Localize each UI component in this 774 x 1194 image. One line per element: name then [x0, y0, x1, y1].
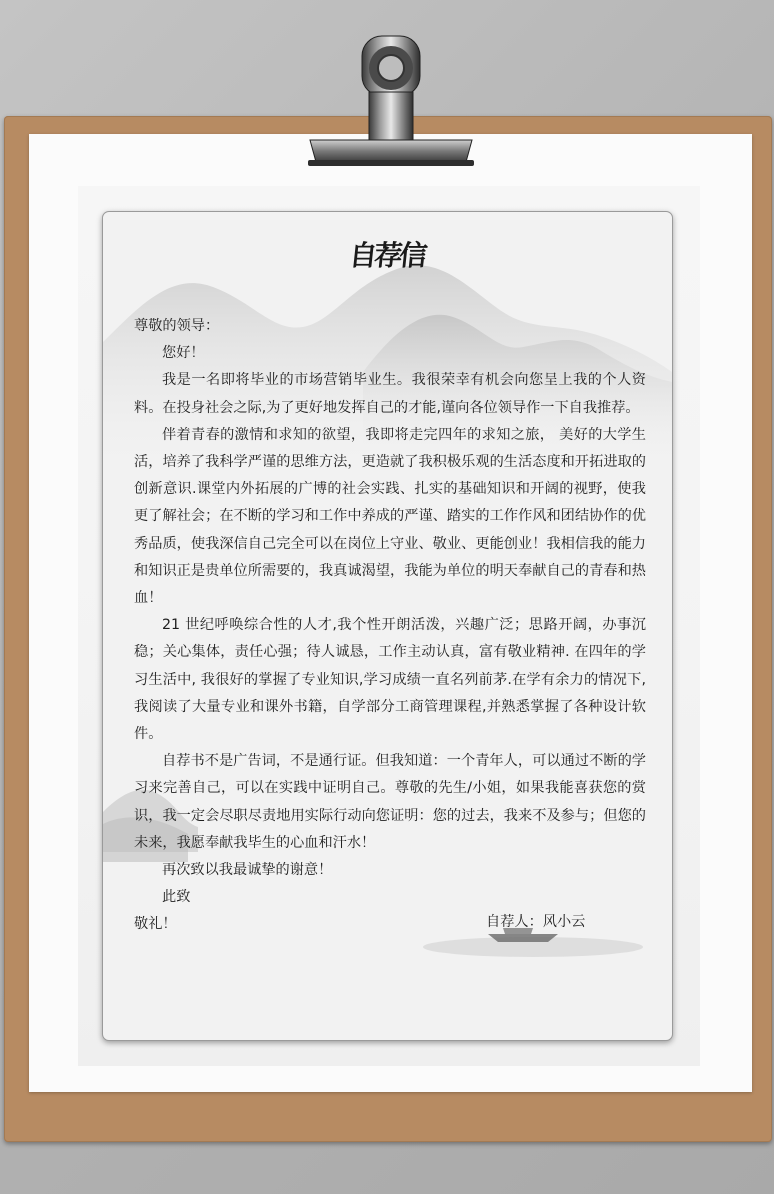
paragraph-cizhi: 此致 [162, 889, 191, 906]
paragraph-commitment: 自荐书不是广告词，不是通行证。但我知道：一个青年人，可以通过不断的学习来完善自己，可以在实践中证明自己。尊敬的先生/小姐，如果我能喜获您的赏识，我一定会尽职尽责地用实际行动向您证明：您的过去，我来不及参与；但您的未来，我愿奉献我毕生的心血和汗水！ [134, 753, 646, 851]
paragraph-education: 伴着青春的激情和求知的欲望，我即将走完四年的求知之旅， 美好的大学生活，培养了我科学严谨的思维方法，更造就了我积极乐观的生活态度和开拓进取的创新意识.课堂内外拓展的广博的社会实践、扎实的基础知识和开阔的视野，使我更了解社会；在不断的学习和工作中养成的严谨、踏实的工作作风和团结协作的优秀品质，使我深信自己完全可以在岗位上守业、敬业、更能创业！我相信我的能力和知识正是贵单位所需要的，我真诚渴望，我能为单位的明天奉献自己的青春和热血！ [134, 426, 646, 607]
binder-clip [306, 30, 476, 175]
letter-body [134, 313, 646, 939]
closing: 敬礼！ [134, 916, 177, 933]
paragraph-thanks: 再次致以我最诚挚的谢意！ [162, 862, 333, 879]
greeting: 您好！ [162, 345, 205, 362]
paragraph-personality: 21 世纪呼唤综合性的人才,我个性开朗活泼，兴趣广泛；思路开阔，办事沉稳；关心集体，责任心强；待人诚恳，工作主动认真，富有敬业精神. 在四年的学习生活中, 我很好的掌握了专业知识,学习成绩一直名列前茅.在学有余力的情况下,我阅读了大量专业和课外书籍，自学部分工商管理课程,并熟悉掌握了各种设计软件。 [134, 617, 646, 743]
signature [486, 909, 666, 936]
salutation: 尊敬的领导： [134, 318, 220, 334]
paragraph-intro: 我是一名即将毕业的市场营销毕业生。我很荣幸有机会向您呈上我的个人资料。在投身社会之际,为了更好地发挥自己的才能,谨向各位领导作一下自我推荐。 [134, 372, 646, 416]
signature-text: 自荐人：风小云 [486, 914, 586, 930]
letter-title: 自荐信 [347, 239, 427, 272]
